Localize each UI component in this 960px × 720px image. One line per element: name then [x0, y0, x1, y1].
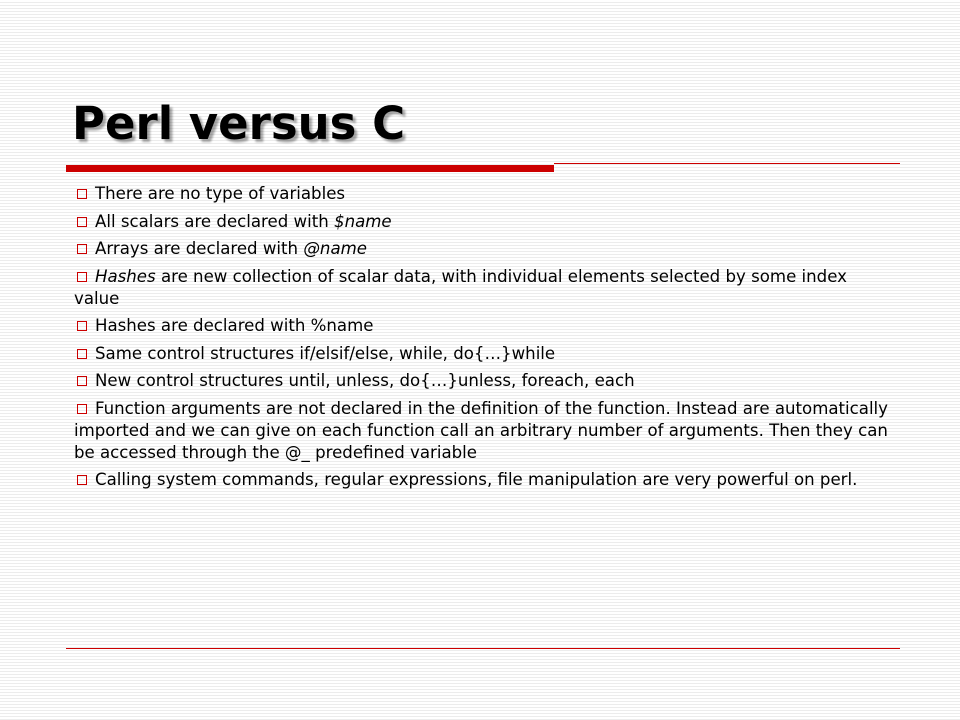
bullet-item: [74, 315, 894, 337]
footer-rule: [66, 648, 900, 649]
bullet-item: [74, 370, 894, 392]
bullet-text: There are no type of variables: [95, 184, 346, 203]
bullet-text: are new collection of scalar data, with individual elements selected by some index value: [74, 266, 847, 308]
bullet-text: $name: [334, 211, 392, 231]
bullet-item: [74, 211, 894, 233]
bullet-item: [74, 266, 894, 310]
bullet-text: Same control structures if/elsif/else, while, do{…}while: [95, 343, 556, 363]
bullet-item: [74, 343, 894, 365]
bullet-text: Hashes: [95, 266, 156, 286]
title-underline-thin: [554, 163, 900, 164]
hollow-square-bullet-icon: [77, 217, 87, 227]
bullet-text: Hashes are declared with %name: [95, 316, 374, 335]
hollow-square-bullet-icon: [77, 349, 87, 359]
hollow-square-bullet-icon: [77, 376, 87, 386]
bullet-text: New control structures until, unless, do{…}unless, foreach, each: [95, 371, 635, 390]
bullet-text: Arrays are declared with: [95, 239, 304, 258]
bullet-text: Function arguments are not declared in the definition of the function. Instead are automatically imported and we can give on each function call an arbitrary number of arguments. Then they can be accessed through the @_ predefined variable: [74, 398, 888, 462]
hollow-square-bullet-icon: [77, 189, 87, 199]
bullet-text: Calling system commands, regular expressions, file manipulation are very powerful on perl.: [95, 470, 858, 489]
bullet-item: [74, 469, 894, 491]
hollow-square-bullet-icon: [77, 404, 87, 414]
bullet-text: All scalars are declared with: [95, 211, 335, 231]
slide-title: Perl versus C: [72, 97, 406, 150]
title-underline-thick: [66, 165, 554, 172]
hollow-square-bullet-icon: [77, 272, 87, 282]
bullet-text: @name: [303, 239, 367, 258]
hollow-square-bullet-icon: [77, 244, 87, 254]
bullet-item: [74, 238, 894, 260]
bullet-item: [74, 183, 894, 205]
bullet-list: [74, 183, 894, 497]
hollow-square-bullet-icon: [77, 475, 87, 485]
bullet-item: [74, 398, 894, 464]
hollow-square-bullet-icon: [77, 321, 87, 331]
